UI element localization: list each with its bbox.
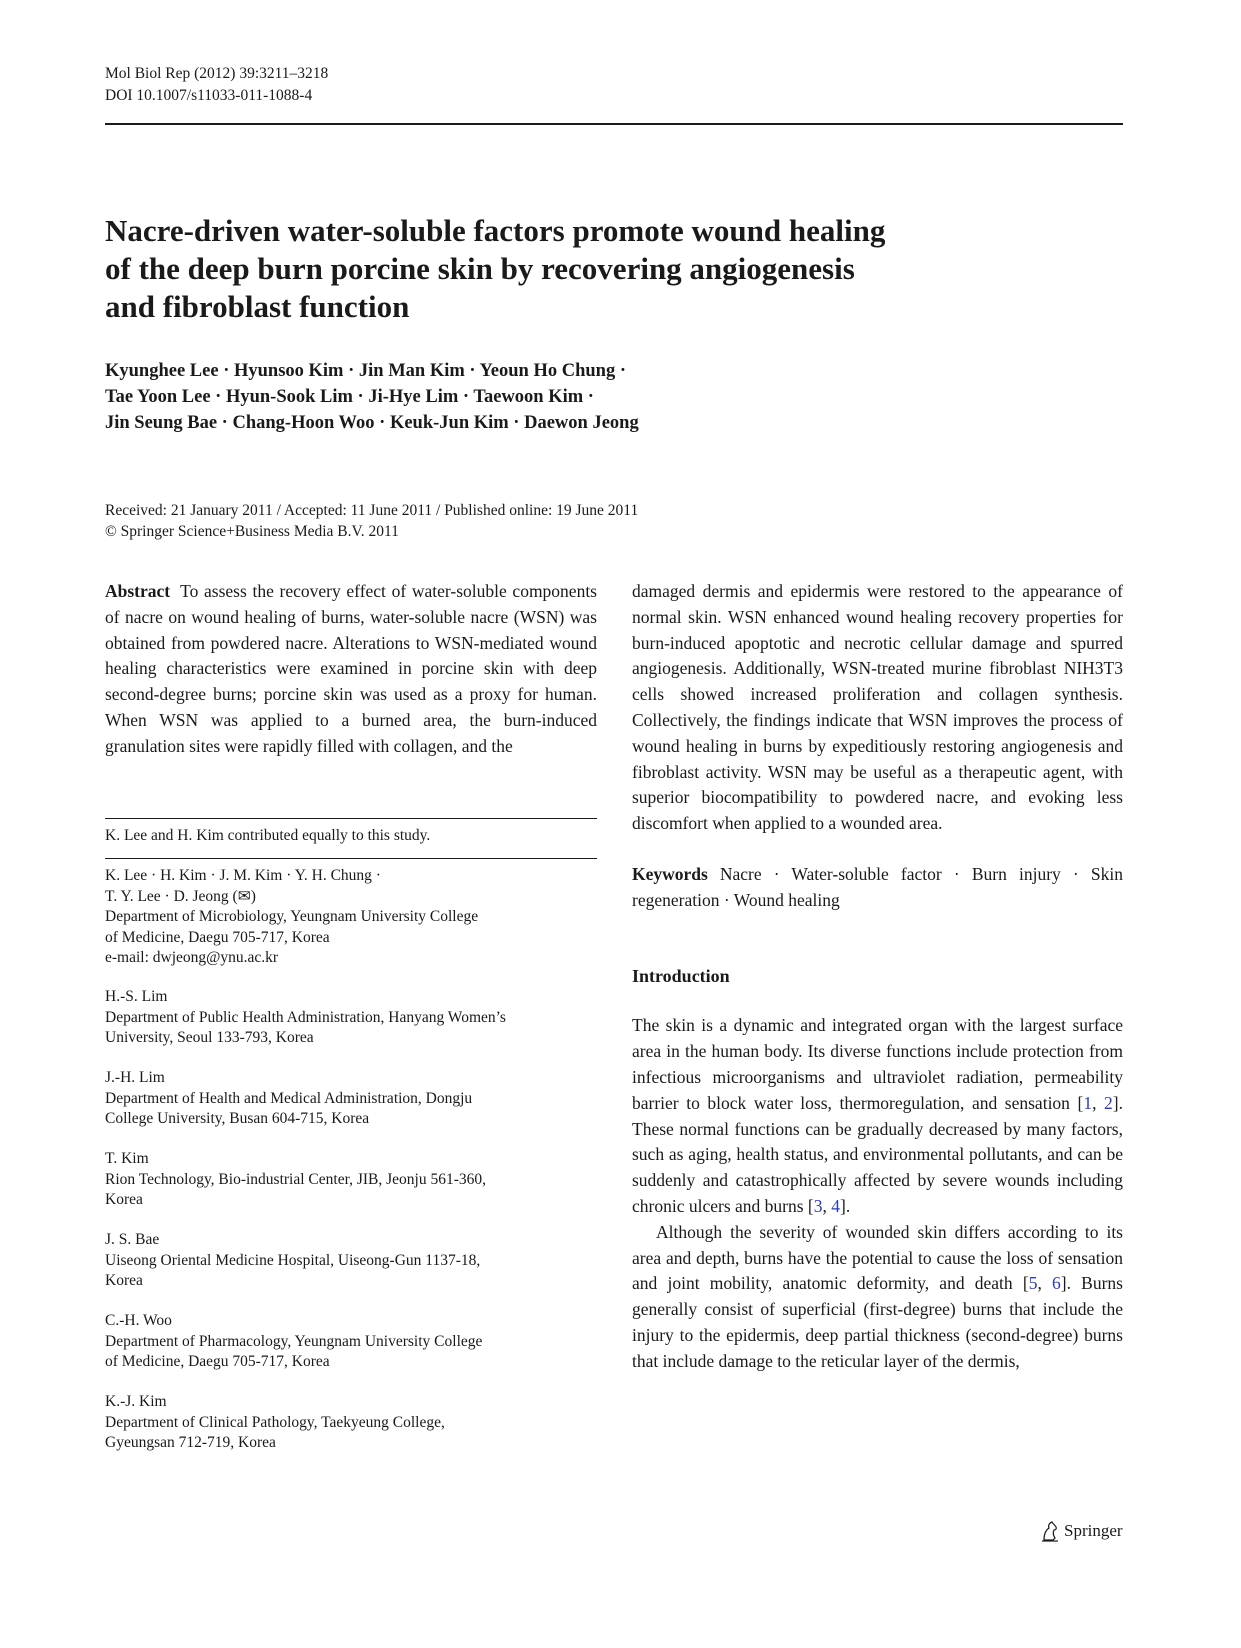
affiliation-dept: Department of Clinical Pathology, Taekyeung College, [105,1413,445,1431]
affiliation-dept: Department of Microbiology, Yeungnam University College [105,908,479,926]
paper-title [105,212,1005,326]
right-column [632,579,1123,1375]
affiliation-block [105,1311,597,1373]
intro-text: Although the severity of wounded skin differs according to its area and depth, burns have the potential to cause the loss of sensation and joint mobility, anatomic deformity, and death [ [632,1221,1123,1294]
affiliation-dept: of Medicine, Daegu 705-717, Korea [105,928,330,946]
abstract-label: Abstract [105,581,171,601]
affiliation-block [105,1149,597,1211]
intro-paragraph-1 [632,1013,1123,1219]
affiliation-block [105,866,597,969]
abstract-text-part2: damaged dermis and epidermis were restored to the appearance of normal skin. WSN enhanced wound healing recovery properties for burn-induced apoptotic and necrotic cellular damage and spurred angiogenesis. Additionally, WSN-treated murine fibroblast NIH3T3 cells showed increased proliferation and collagen synthesis. Collectively, the findings indicate that WSN improves the process of wound healing in burns by expeditiously restoring angiogenesis and fibroblast activity. WSN may be useful as a therapeutic agent, with superior biocompatibility to powdered nacre, and evoking less discomfort when applied to a wounded area. [632,581,1123,834]
citation-link[interactable]: 4 [831,1195,840,1216]
journal-header [105,63,328,107]
affiliation-dept: Uiseong Oriental Medicine Hospital, Uiseong-Gun 1137-18, [105,1251,481,1269]
affiliation-block [105,1230,597,1292]
publisher-logo [1040,1520,1123,1542]
intro-text: The skin is a dynamic and integrated organ with the largest surface area in the human body. Its diverse functions include protection from infectious microorganisms and ultraviolet radiation, permeability barrier to block water loss, thermoregulation, and sensation [ [632,1015,1123,1113]
affiliation-dept: Department of Public Health Administration, Hanyang Women’s [105,1008,506,1026]
section-heading-introduction: Introduction [632,965,730,986]
affiliation-dept: Gyeungsan 712-719, Korea [105,1434,276,1452]
abstract-text-part1: To assess the recovery effect of water-soluble components of nacre on wound healing of burns, water-soluble nacre (WSN) was obtained from powdered nacre. Alterations to WSN-mediated wound healing characteristics were examined in porcine skin with deep second-degree burns; porcine skin was used as a proxy for human. When WSN was applied to a burned area, the burn-induced granulation sites were rapidly filled with collagen, and the [105,581,597,756]
affiliation-names: K.-J. Kim [105,1393,167,1410]
keywords-text: Nacre · Water-soluble factor · Burn injury · Skin regeneration · Wound healing [632,863,1123,910]
publication-dates [105,500,905,542]
affiliation-names: C.-H. Woo [105,1312,172,1329]
affiliation-rule [105,858,597,859]
affiliation-block [105,987,597,1049]
author-line: Kyunghee Lee · Hyunsoo Kim · Jin Man Kim · Yeoun Ho Chung · [105,361,626,381]
author-line: Jin Seung Bae · Chang-Hoon Woo · Keuk-Jun Kim · Daewon Jeong [105,413,639,433]
citation-separator: , [1037,1273,1053,1294]
citation-link[interactable]: 3 [813,1195,823,1216]
citation-link[interactable]: 6 [1052,1273,1061,1294]
citation-link[interactable]: 2 [1104,1092,1113,1113]
citation-separator: , [822,1195,832,1216]
keywords-label: Keywords [632,863,708,884]
publisher-name: Springer [1064,1521,1123,1540]
header-rule [105,123,1123,125]
affiliation-dept: Korea [105,1191,143,1209]
affiliation-block [105,1392,597,1454]
title-line: of the deep burn porcine skin by recovering angiogenesis [105,251,855,286]
corresponding-email[interactable]: e-mail: dwjeong@ynu.ac.kr [105,949,279,967]
affiliation-names: T. Y. Lee · D. Jeong (✉) [105,887,256,905]
copyright: © Springer Science+Business Media B.V. 2011 [105,523,399,540]
date-history: Received: 21 January 2011 / Accepted: 11 June 2011 / Published online: 19 June 2011 [105,502,639,519]
affiliation-dept: University, Seoul 133-793, Korea [105,1029,314,1047]
affiliation-names: J.-H. Lim [105,1069,165,1086]
affiliation-dept: College University, Busan 604-715, Korea [105,1110,370,1128]
equal-contribution-note: K. Lee and H. Kim contributed equally to this study. [105,827,431,844]
affiliation-dept: of Medicine, Daegu 705-717, Korea [105,1353,330,1371]
title-line: Nacre-driven water-soluble factors promote wound healing [105,213,886,248]
affiliation-dept: Department of Pharmacology, Yeungnam University College [105,1332,483,1350]
intro-text: ]. [840,1195,851,1216]
author-list [105,358,1005,436]
abstract-left-column [105,579,597,760]
intro-text: ]. Burns generally consist of superficial (first-degree) burns that include the injury to the epidermis, deep partial thickness (second-degree) burns that include damage to the reticular layer of the dermis, [632,1273,1123,1371]
citation-separator: , [1092,1092,1105,1113]
abstract-paragraph [105,579,597,760]
intro-paragraph-2 [632,1220,1123,1375]
title-line: and fibroblast function [105,289,410,324]
affiliation-names: K. Lee · H. Kim · J. M. Kim · Y. H. Chung · [105,867,381,884]
affiliation-names: J. S. Bae [105,1231,160,1248]
footnote-rule [105,818,597,819]
journal-citation: Mol Biol Rep (2012) 39:3211–3218 [105,65,329,82]
affiliation-dept: Rion Technology, Bio-industrial Center, JIB, Jeonju 561-360, [105,1170,487,1188]
affiliation-names: T. Kim [105,1150,149,1167]
affiliation-dept: Department of Health and Medical Administration, Dongju [105,1089,473,1107]
affiliation-block [105,1068,597,1130]
author-line: Tae Yoon Lee · Hyun-Sook Lim · Ji-Hye Lim · Taewoon Kim · [105,387,594,407]
affiliation-dept: Korea [105,1272,143,1290]
intro-text: ]. These normal functions can be gradually decreased by many factors, such as aging, health status, and environmental pollutants, and can be suddenly and catastrophically affected by severe wounds including chronic ulcers and burns [ [632,1092,1123,1216]
springer-horse-icon [1040,1520,1060,1542]
doi: DOI 10.1007/s11033-011-1088-4 [105,87,313,104]
affiliation-names: H.-S. Lim [105,988,168,1005]
citation-link[interactable]: 1 [1083,1092,1093,1113]
citation-link[interactable]: 5 [1028,1273,1038,1294]
keywords [632,862,1123,914]
